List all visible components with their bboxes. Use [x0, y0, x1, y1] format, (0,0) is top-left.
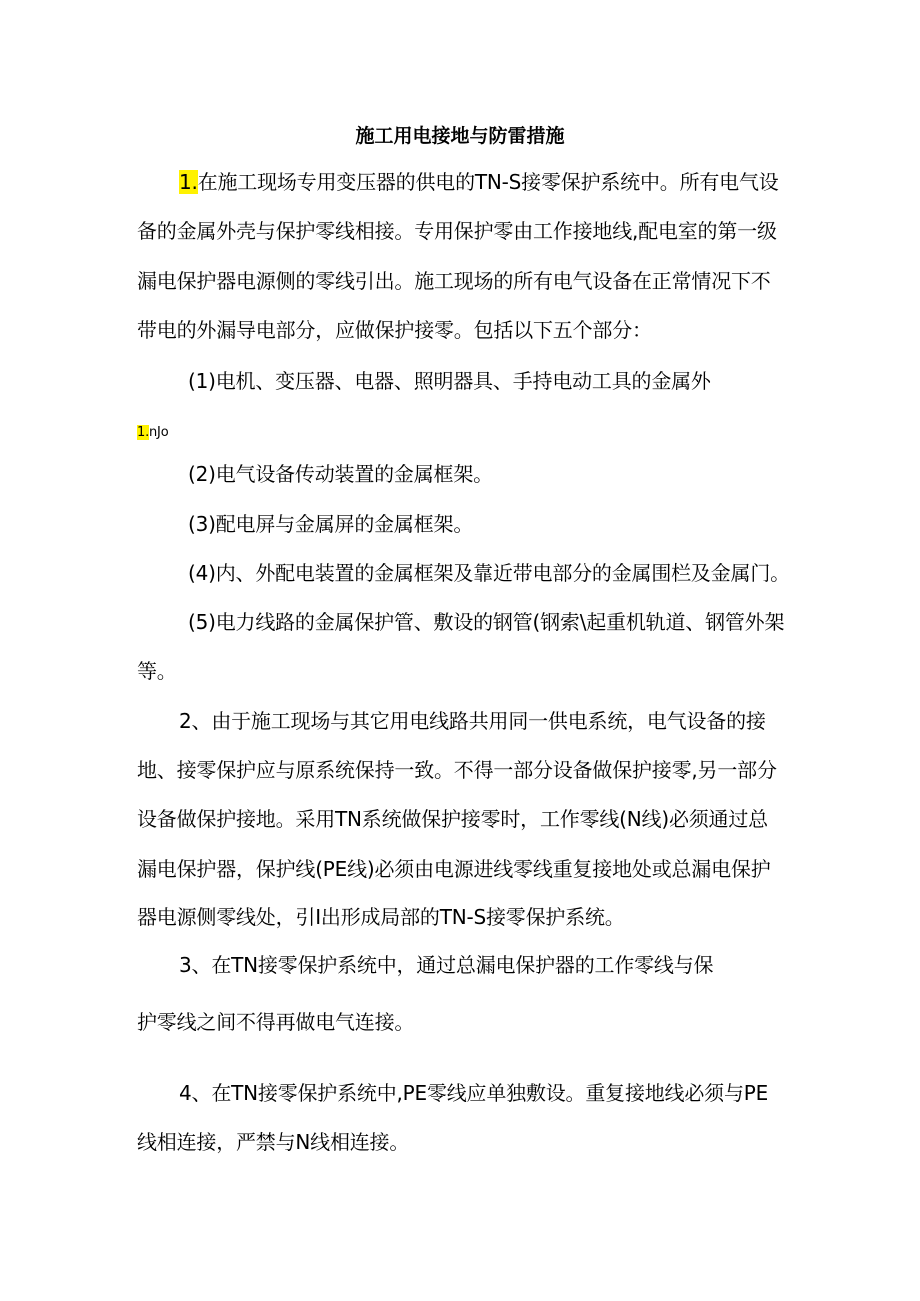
fragment-number: 1.	[137, 425, 150, 440]
section4-line-1: 4、在TN接零保护系统中,PE零线应单独敷设。重复接地线必须与PE	[179, 1081, 769, 1105]
section2-line-4: 漏电保护器，保护线(PE线)必须由电源进线零线重复接地处或总漏电保护	[137, 857, 771, 881]
section2-line-1: 2、由于施工现场与其它用电线路共用同一供电系统，电气设备的接	[179, 709, 766, 733]
fragment-text: nJo	[149, 425, 169, 440]
section1-text-1: 在施工现场专用变压器的供电的TN-S接零保护系统中。所有电气设	[197, 170, 779, 194]
section1-number: 1.	[179, 170, 198, 194]
item-5: (5)电力线路的金属保护管、敷设的钢管(钢索\起重机轨道、钢管外架	[188, 610, 785, 634]
section2-line-5: 器电源侧零线处，引I出形成局部的TN-S接零保护系统。	[137, 905, 625, 929]
section2-line-3: 设备做保护接地。采用TN系统做保护接零时，工作零线(N线)必须通过总	[137, 807, 768, 831]
item-3: (3)配电屏与金属屏的金属框架。	[188, 512, 474, 536]
item-1: (1)电机、变压器、电器、照明器具、手持电动工具的金属外	[188, 369, 711, 393]
document-title: 施工用电接地与防雷措施	[355, 125, 565, 147]
section1-line-4: 带电的外漏导电部分，应做保护接零。包括以下五个部分：	[137, 318, 652, 342]
item-2: (2)电气设备传动装置的金属框架。	[188, 462, 493, 486]
section3-line-1: 3、在TN接零保护系统中，通过总漏电保护器的工作零线与保	[179, 953, 714, 977]
item-4: (4)内、外配电装置的金属框架及靠近带电部分的金属围栏及金属门。	[188, 561, 790, 585]
section3-line-2: 护零线之间不得再做电气连接。	[137, 1010, 415, 1034]
fragment-line	[137, 424, 168, 442]
item-5-cont: 等。	[137, 659, 177, 683]
section4-line-2: 线相连接，严禁与N线相连接。	[137, 1130, 410, 1154]
section2-line-2: 地、接零保护应与原系统保持一致。不得一部分设备做保护接零,另一部分	[137, 758, 777, 782]
section1-line-1	[179, 168, 779, 196]
section1-line-3: 漏电保护器电源侧的零线引出。施工现场的所有电气设备在正常情况下不	[137, 269, 771, 293]
section1-line-2: 备的金属外壳与保护零线相接。专用保护零由工作接地线,配电室的第一级	[137, 219, 777, 243]
